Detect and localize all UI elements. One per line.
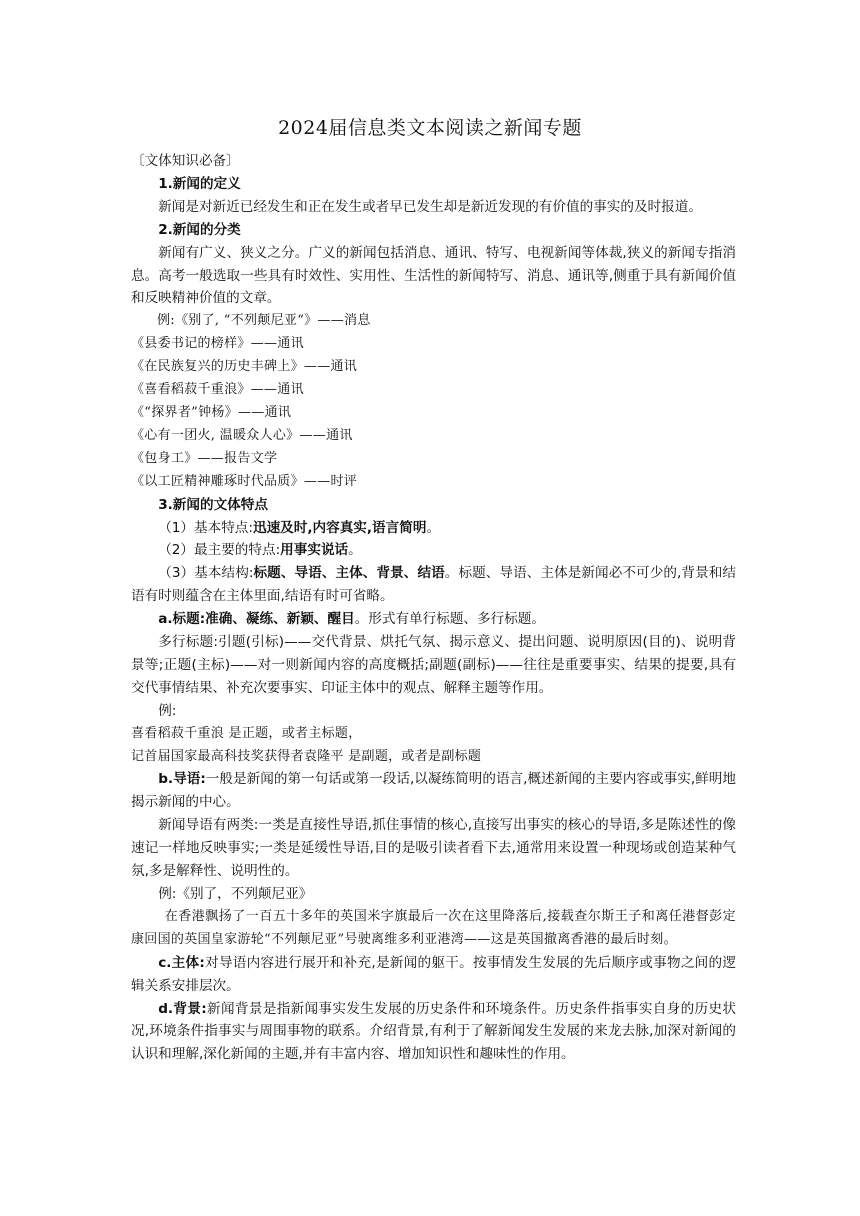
feature-structure (131, 562, 736, 608)
example-line: 例:《别了, “不列颠尼亚“》——消息 (157, 313, 371, 329)
section-title-bold: a.标题:准确、凝练、新颖、醒目 (158, 611, 355, 628)
example-line: 喜看稻菽千重浪 是正题，或者主标题， (131, 725, 362, 741)
paragraph-classification: 新闻有广义、狭义之分。广义的新闻包括消息、通讯、特写、电视新闻等体裁,狭义的新闻专指消息。高考一般选取一些具有时效性、实用性、生活性的新闻特写、消息、通讯等,侧重于具有新闻价值和反映精神价值的文章。 (131, 244, 736, 307)
feature-main (131, 539, 736, 562)
feature-basic (131, 517, 736, 540)
section-lead-heading (131, 768, 736, 814)
feature-basic-prefix: （1）基本特点: (158, 519, 253, 536)
heading-features: 3.新闻的文体特点 (158, 496, 268, 513)
heading-definition: 1.新闻的定义 (158, 175, 241, 192)
example-line: 《喜看稻菽千重浪》——通讯 (131, 382, 304, 398)
example-line: 《在民族复兴的历史丰碑上》——通讯 (131, 359, 358, 375)
section-lead-rest: 一般是新闻的第一句话或第一段话,以凝练简明的语言,概述新闻的主要内容或事实,鲜明地揭示新闻的中心。 (131, 771, 736, 811)
feature-structure-prefix: （3）基本结构: (158, 565, 254, 582)
document-title: 2024届信息类文本阅读之新闻专题 (278, 117, 582, 139)
section-title-heading (131, 608, 736, 631)
feature-main-prefix: （2）最主要的特点: (158, 542, 281, 559)
example-line: 《心有一团火, 温暖众人心》——通讯 (131, 427, 353, 443)
feature-structure-suffix: 。标题、导语、主体是新闻必不可少的,背景和结语有时则蕴含在主体里面,结语有时可省略。 (131, 565, 736, 605)
feature-main-bold: 用事实说话 (280, 542, 349, 559)
paragraph-multiline-title: 多行标题:引题(引标)——交代背景、烘托气氛、揭示意义、提出问题、说明原因(目的)、说明背景等;正题(主标)——对一则新闻内容的高度概括;副题(副标)——往往是重要事实、结果的提要,具有交代事情结果、补充次要事实、印证主体中的观点、解释主题等作用。 (131, 634, 736, 696)
section-body-rest: 对导语内容进行展开和补充,是新闻的躯干。按事情发生发展的先后顺序或事物之间的逻辑关系安排层次。 (131, 954, 736, 994)
section-background-bold: d.背景: (158, 1000, 207, 1017)
feature-main-suffix: 。 (348, 542, 362, 559)
example-line: 记首届国家最高科技奖获得者袁隆平 是副题，或者是副标题 (131, 748, 482, 764)
section-title-rest: 。形式有单行标题、多行标题。 (354, 611, 545, 628)
section-lead-bold: b.导语: (158, 771, 206, 788)
example-line: 《以工匠精神雕琢时代品质》——时评 (131, 473, 358, 489)
paragraph-definition: 新闻是对新近已经发生和正在发生或者早已发生却是新近发现的有价值的事实的及时报道。 (158, 198, 702, 215)
feature-basic-suffix: 。 (426, 519, 441, 536)
section-header: 〔文体知识必备〕 (131, 153, 240, 169)
feature-structure-bold: 标题、导语、主体、背景、结语 (253, 565, 445, 582)
section-body-bold: c.主体: (158, 954, 205, 971)
feature-basic-bold: 迅速及时,内容真实,语言简明 (252, 519, 427, 536)
example-label: 例:《别了，不列颠尼亚》 (158, 886, 313, 902)
section-background-heading (131, 998, 736, 1067)
example-line: 《县委书记的榜样》——通讯 (131, 336, 304, 352)
example-line: 《包身工》——报告文学 (131, 450, 278, 466)
paragraph-lead-types: 新闻导语有两类:一类是直接性导语,抓住事情的核心,直接写出事实的核心的导语,多是陈述性的像速记一样地反映事实;一类是延缓性导语,目的是吸引读者看下去,通常用来设置一种现场或创造某种气氛,多是解释性、说明性的。 (131, 817, 736, 880)
section-background-rest: 新闻背景是指新闻事实发生发展的历史条件和环境条件。历史条件指事实自身的历史状况,环境条件指事实与周围事物的联系。介绍背景,有利于了解新闻发生发展的来龙去脉,加深对新闻的认识和理解,深化新闻的主题,并有丰富内容、增加知识性和趣味性的作用。 (131, 1000, 736, 1063)
document-body (131, 150, 736, 1066)
heading-classification: 2.新闻的分类 (158, 221, 241, 238)
example-line: 《“探界者”钟杨》——通讯 (131, 404, 292, 420)
example-label: 例: (158, 702, 177, 719)
section-body-heading (131, 952, 736, 998)
example-paragraph: 在香港飘扬了一百五十多年的英国米字旗最后一次在这里降落后,接载查尔斯王子和离任港督彭定康回国的英国皇家游轮“不列颠尼亚”号驶离维多利亚港湾——这是英国撤离香港的最后时刻。 (131, 908, 736, 947)
